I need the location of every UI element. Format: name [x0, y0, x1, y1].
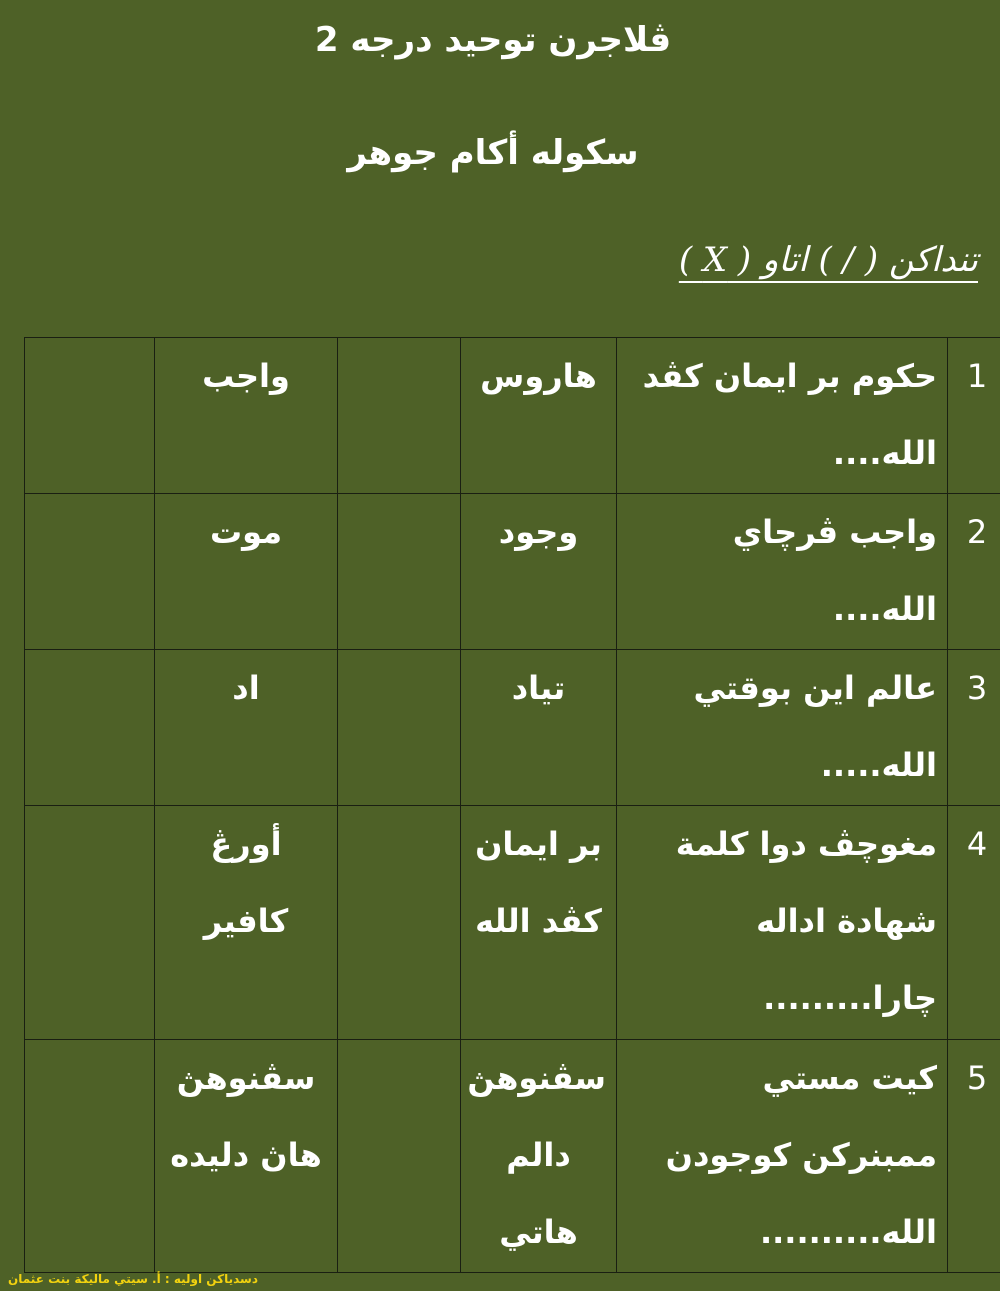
answer-box-b[interactable]	[25, 806, 155, 1040]
row-number: 1	[948, 338, 1000, 494]
answer-box-b[interactable]	[25, 1040, 155, 1273]
instruction-text: تنداكن ( / ) اتاو ( X )	[678, 240, 978, 280]
answer-box-b[interactable]	[25, 338, 155, 494]
question-text: عالم اين بوقتي الله.....	[617, 650, 948, 806]
row-number: 3	[948, 650, 1000, 806]
footer-credit: دسدياكن اوليه : أ. سيتي ماليكة بنت عثمان	[8, 1272, 258, 1286]
option-a-text: بر ايمان كڤد الله	[461, 806, 617, 1040]
option-a-text: هاروس	[461, 338, 617, 494]
question-text: واجب ڤرچاي الله....	[617, 494, 948, 650]
option-b-text: واجب	[155, 338, 338, 494]
answer-box-a[interactable]	[338, 806, 461, 1040]
row-number: 2	[948, 494, 1000, 650]
answer-box-a[interactable]	[338, 338, 461, 494]
option-b-text: اد	[155, 650, 338, 806]
answer-box-b[interactable]	[25, 494, 155, 650]
table-row	[25, 494, 1000, 650]
table-row	[25, 806, 1000, 1040]
answer-box-a[interactable]	[338, 650, 461, 806]
row-number: 5	[948, 1040, 1000, 1273]
question-text: كيت مستي ممبنركن كوجودن الله..........	[617, 1040, 948, 1273]
option-a-text: تياد	[461, 650, 617, 806]
question-text: مغوچڤ دوا كلمة شهادة اداله چارا.........	[617, 806, 948, 1040]
option-b-text: سڤنوهڽ هاڽ دليده	[155, 1040, 338, 1273]
answer-box-a[interactable]	[338, 494, 461, 650]
answer-box-b[interactable]	[25, 650, 155, 806]
option-b-text: أورڠ كافير	[155, 806, 338, 1040]
question-text: حكوم بر ايمان كڤد الله....	[617, 338, 948, 494]
table-row	[25, 650, 1000, 806]
row-number: 4	[948, 806, 1000, 1040]
quiz-table	[24, 337, 1000, 1273]
table-row	[25, 338, 1000, 494]
option-a-text: سڤنوهڽ دالم هاتي	[461, 1040, 617, 1273]
option-b-text: موت	[155, 494, 338, 650]
table-row	[25, 1040, 1000, 1273]
answer-box-a[interactable]	[338, 1040, 461, 1273]
page-title: ڤلاجرن توحيد درجه 2	[314, 20, 672, 60]
school-name: سكوله أكام جوهر	[347, 133, 639, 173]
option-a-text: وجود	[461, 494, 617, 650]
